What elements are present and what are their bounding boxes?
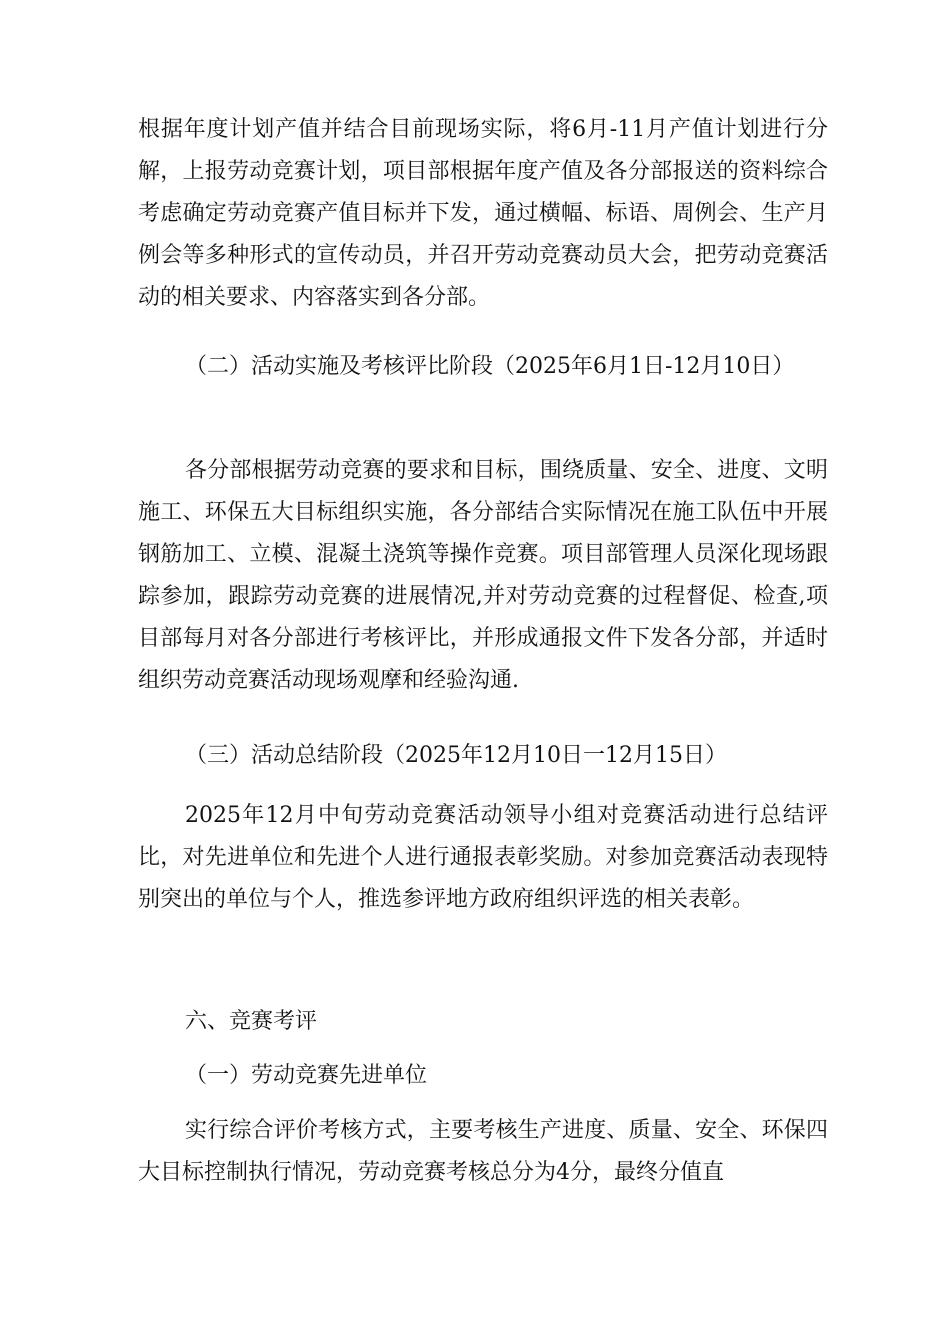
- paragraph-summary: 2025年12月中旬劳动竞赛活动领导小组对竞赛活动进行总结评比，对先进单位和先进个人进行通报表彰奖励。对参加竞赛活动表现特别突出的单位与个人，推选参评地方政府组织评选的相关表彰。: [138, 803, 828, 912]
- paragraph-plan-breakdown: 根据年度计划产值并结合目前现场实际，将6月-11月产值计划进行分解，上报劳动竞赛计划，项目部根据年度产值及各分部报送的资料综合考虑确定劳动竞赛产值目标并下发，通过横幅、标语、周例会、生产月例会等多种形式的宣传动员，并召开劳动竞赛动员大会，把劳动竞赛活动的相关要求、内容落实到各分部。: [138, 117, 828, 310]
- heading-advanced-unit: （一）劳动竞赛先进单位: [185, 1063, 428, 1088]
- heading-summary-stage: （三）活动总结阶段（2025年12月10日一12月15日）: [185, 743, 727, 768]
- heading-competition-evaluation: 六、竞赛考评: [185, 1009, 318, 1034]
- paragraph-evaluation-method: 实行综合评价考核方式，主要考核生产进度、质量、安全、环保四大目标控制执行情况，劳动竞赛考核总分为4分，最终分值直: [138, 1118, 828, 1185]
- paragraph-implementation: 各分部根据劳动竞赛的要求和目标，围绕质量、安全、进度、文明施工、环保五大目标组织实施，各分部结合实际情况在施工队伍中开展钢筋加工、立模、混凝土浇筑等操作竞赛。项目部管理人员深化现场跟踪参加，跟踪劳动竞赛的进展情况,并对劳动竞赛的过程督促、检查,项目部每月对各分部进行考核评比，并形成通报文件下发各分部，并适时组织劳动竞赛活动现场观摩和经验沟通.: [138, 458, 828, 693]
- heading-implementation-stage: （二）活动实施及考核评比阶段（2025年6月1日-12月10日）: [185, 354, 795, 379]
